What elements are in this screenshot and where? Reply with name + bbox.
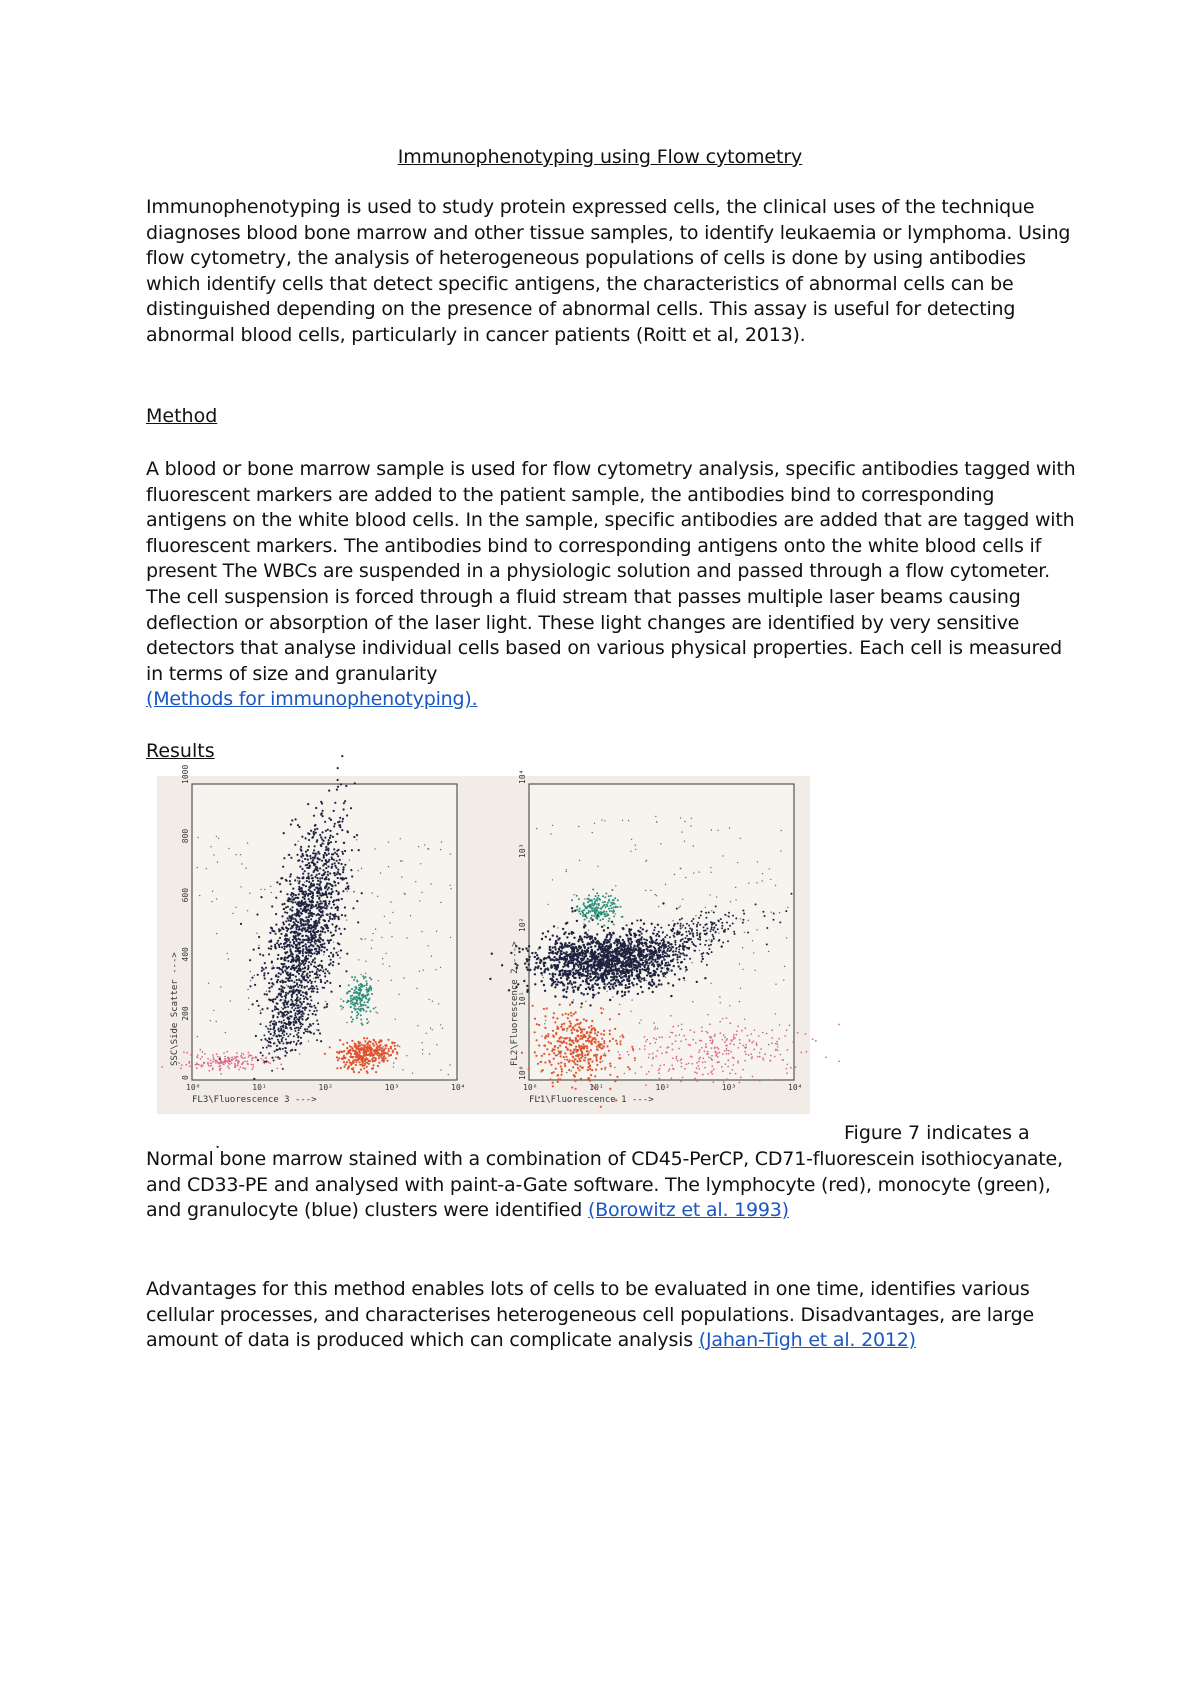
left-plot-xlabel: FL3\Fluorescence 3 ---> — [192, 1095, 317, 1105]
method-paragraph — [146, 457, 1076, 713]
right-ytick-label: 10² — [518, 917, 527, 932]
left-ytick-label: 0 — [181, 1075, 190, 1080]
advantages-paragraph — [146, 1277, 1076, 1354]
left-xtick-label: 10³ — [384, 1083, 400, 1092]
advantages-text: Advantages for this method enables lots of cells to be evaluated in one time, identifies various cellular processes, and characterises heterogeneous cell populations. Disadvantages, are large amount of data is produced which can complicate analysis — [146, 1278, 1034, 1352]
right-xtick-label: 10¹ — [589, 1083, 604, 1092]
right-plot-frame — [529, 784, 794, 1080]
left-ytick-label: 200 — [181, 1006, 190, 1021]
flow-cytometry-plots — [157, 764, 810, 1114]
left-ytick-label: 600 — [181, 887, 190, 903]
borowitz-link[interactable]: (Borowitz et al. 1993) — [587, 1199, 789, 1222]
right-xtick-label: 10⁰ — [523, 1083, 538, 1092]
right-ytick-label: 10¹ — [518, 991, 527, 1006]
methods-link[interactable]: (Methods for immunophenotyping). — [146, 688, 478, 711]
left-ytick-label: 400 — [181, 947, 190, 962]
figure-caption — [146, 1147, 1076, 1224]
right-plot-xlabel: FL1\Fluorescence 1 ---> — [529, 1095, 654, 1105]
results-heading: Results — [146, 740, 215, 762]
method-text: A blood or bone marrow sample is used for flow cytometry analysis, specific antibodies tagged with fluorescent markers are added to the patient sample, the antibodies bind to corresponding antigens on the white blood cells. In the sample, specific antibodies are added that are tagged with fluorescent markers. The antibodies bind to corresponding antigens onto the white blood cells if present The WBCs are suspended in a physiologic solution and passed through a flow cytometer. The cell suspension is forced through a fluid stream that passes multiple laser beams causing deflection or absorption of the laser light. These light changes are identified by very sensitive detectors that analyse individual cells based on various physical properties. Each cell is measured in terms of size and granularity — [146, 458, 1076, 685]
left-plot-ylabel: SSC\Side Scatter ---> — [170, 952, 180, 1066]
caption-text: Normal bone marrow stained with a combination of CD45-PerCP, CD71-fluorescein isothiocyanate, and CD33-PE and analysed with paint-a-Gate software. The lymphocyte (red), monocyte (green), and granulocyte (blue) clusters were identified — [146, 1148, 1063, 1222]
right-xtick-label: 10³ — [721, 1083, 737, 1092]
method-heading: Method — [146, 405, 218, 427]
right-plot-ylabel: FL2\Fluorescence 2 ---> — [510, 941, 520, 1066]
left-xtick-label: 10² — [318, 1083, 333, 1092]
right-ytick-label: 10³ — [518, 843, 527, 858]
left-ytick-label: 1000 — [181, 764, 190, 784]
flow-cytometry-figure — [157, 764, 810, 1114]
figure-caption-first-line: Figure 7 indicates a — [844, 1122, 1030, 1144]
right-ytick-label: 10⁴ — [518, 769, 527, 784]
right-xtick-label: 10² — [655, 1083, 670, 1092]
left-ytick-label: 800 — [181, 828, 190, 844]
document-title: Immunophenotyping using Flow cytometry — [397, 146, 803, 168]
intro-paragraph: Immunophenotyping is used to study protein expressed cells, the clinical uses of the technique diagnoses blood bone marrow and other tissue samples, to identify leukaemia or lymphoma. Using flow cytometry, the analysis of heterogeneous populations of cells is done by using antibodies which identify cells that detect specific antigens, the characteristics of abnormal cells can be distinguished depending on the presence of abnormal cells. This assay is useful for detecting abnormal blood cells, particularly in cancer patients (Roitt et al, 2013). — [146, 196, 1071, 346]
left-xtick-label: 10⁴ — [451, 1083, 466, 1092]
right-xtick-label: 10⁴ — [788, 1083, 803, 1092]
left-xtick-label: 10⁰ — [186, 1083, 201, 1092]
left-xtick-label: 10¹ — [252, 1083, 267, 1092]
right-ytick-label: 10⁰ — [518, 1065, 527, 1080]
jahan-tigh-link[interactable]: (Jahan-Tigh et al. 2012) — [698, 1329, 916, 1352]
